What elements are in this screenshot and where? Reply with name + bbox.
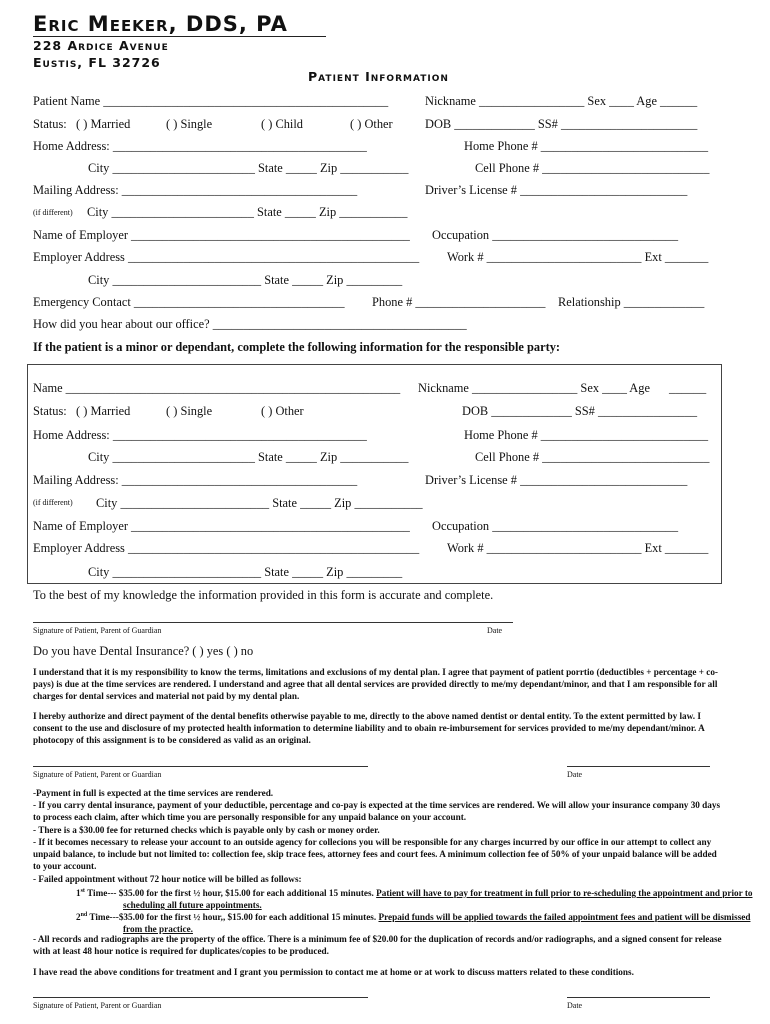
home-phone-field[interactable]: Home Phone # ___________________________ [464, 139, 709, 153]
status-label: Status: [33, 117, 67, 131]
policy-payment-in-full: -Payment in full is expected at the time services are rendered. [33, 788, 274, 798]
benefits-authorization-paragraph: I hereby authorize and direct payment of the dental benefits otherwise payable to me, directly to the above named dentist or dental entity. To the extent permitted by law. I consent to the use and disclosure of my protected health information to determine liability and to obain re-imbursement for services provided to me/my dependant/minor. A photocopy of this assignment is to be considered as valid as an original. [33, 711, 705, 746]
insurance-signature-label: Signature of Patient, Parent or Guardian [33, 770, 162, 779]
section-title: Patient Information [308, 69, 449, 84]
final-signature-label: Signature of Patient, Parent or Guardian [33, 1001, 162, 1010]
first-time-text: Time--- $35.00 for the first ½ hour, $15.00 for each additional 15 minutes. [84, 888, 377, 899]
patient-nickname-sex-age-field[interactable]: Nickname _________________ Sex ____ Age ______ [425, 94, 698, 108]
rp-status-married-checkbox[interactable]: ( ) Married [76, 404, 131, 418]
first-time-number: 1 [76, 888, 81, 899]
attest-signature-line[interactable] [33, 622, 513, 623]
policy-second-time [76, 909, 763, 935]
mailing-address-field[interactable]: Mailing Address: ______________________________________ [33, 183, 358, 197]
second-time-text: Time---$35.00 for the first ½ hour,, $15.00 for each additional 15 minutes. [87, 912, 379, 923]
cell-phone-field[interactable]: Cell Phone # ___________________________ [475, 161, 710, 175]
rp-dob-ssn-field[interactable]: DOB _____________ SS# ________________ [462, 404, 698, 418]
policy-insurance-copay: - If you carry dental insurance, payment of your deductible, percentage and co-pay is expected at the time services are rendered. We will allow your insurance company 30 days to process each claim, after which time you are personally responsible for any unpaid balance on your account. [33, 800, 721, 823]
second-time-underlined: Prepaid funds will be applied towards the failed appointment fees and patient will be dismissed from the practice. [123, 912, 751, 935]
accuracy-statement: To the best of my knowledge the information provided in this form is accurate and complete. [33, 588, 494, 602]
dob-ssn-field[interactable]: DOB _____________ SS# ______________________ [425, 117, 698, 131]
conditions-consent: I have read the above conditions for treatment and I grant you permission to contact me at home or at work to discuss matters related to these conditions. [33, 967, 634, 977]
insurance-terms-paragraph: I understand that it is my responsibility to know the terms, limitations and exclusions of my dental plan. I agree that payment of patient porrtio (deductibles + percentage + co-pays) is due at the time services are rendered. I understand and agree that all dental services are provided directly to me/my dependant/minor, and that I am responsible for all charges for dental services and material not paid by my dental plan. [33, 667, 718, 702]
if-different-note: (if different) [33, 208, 73, 217]
mailing-city-field[interactable]: City _______________________ State _____ Zip ___________ [87, 205, 408, 219]
insurance-date-label: Date [567, 770, 583, 779]
rp-drivers-license-field[interactable]: Driver’s License # ___________________________ [425, 473, 688, 487]
address-line-2: Eustis, FL 32726 [33, 55, 161, 70]
employer-city-field[interactable]: City ________________________ State _____ Zip _________ [88, 273, 403, 287]
dental-insurance-question[interactable]: Do you have Dental Insurance? ( ) yes ( ) no [33, 644, 254, 658]
minor-note: If the patient is a minor or dependant, complete the following information for the responsible party: [33, 340, 561, 354]
drivers-license-field[interactable]: Driver’s License # ___________________________ [425, 183, 688, 197]
attest-signature-label: Signature of Patient, Parent of Guardian [33, 626, 162, 635]
attest-date-label: Date [487, 626, 503, 635]
status-other-checkbox[interactable]: ( ) Other [350, 117, 393, 131]
policy-records: - All records and radiographs are the property of the office. There is a minimum fee of $20.00 for the duplication of records and/or radiographs, and a signed consent for release with at least 48 hour notice is required for duplicates/copies to be produced. [33, 934, 722, 957]
rp-status-other-checkbox[interactable]: ( ) Other [261, 404, 304, 418]
work-phone-field[interactable]: Work # _________________________ Ext _______ [447, 250, 709, 264]
first-time-underlined: Patient will have to pay for treatment in full prior to re-scheduling the appointment and prior to scheduling all future appointments. [123, 888, 753, 911]
occupation-field[interactable]: Occupation ______________________________ [432, 228, 679, 242]
policy-failed-appointment: - Failed appointment without 72 hour notice will be billed as follows: [33, 874, 302, 884]
emergency-contact-field[interactable]: Emergency Contact __________________________________ [33, 295, 345, 309]
status-single-checkbox[interactable]: ( ) Single [166, 117, 213, 131]
address-line-1: 228 Ardice Avenue [33, 38, 169, 53]
second-time-number: 2 [76, 912, 81, 923]
practice-title: Eric Meeker, DDS, PA [33, 12, 326, 37]
relationship-field[interactable]: Relationship _____________ [558, 295, 705, 309]
rp-nickname-sex-age-field[interactable]: Nickname _________________ Sex ____ Age [418, 381, 650, 395]
rp-home-phone-field[interactable]: Home Phone # ___________________________ [464, 428, 709, 442]
policy-returned-checks: - There is a $30.00 fee for returned checks which is payable only by cash or money order. [33, 825, 380, 835]
status-married-checkbox[interactable]: ( ) Married [76, 117, 131, 131]
insurance-signature-line[interactable] [33, 766, 368, 767]
rp-mailing-address-field[interactable]: Mailing Address: ______________________________________ [33, 473, 358, 487]
rp-status-label: Status: [33, 404, 67, 418]
employer-address-field[interactable]: Employer Address _______________________________________________ [33, 250, 420, 264]
rp-employer-address-field[interactable]: Employer Address _______________________________________________ [33, 541, 420, 555]
final-date-label: Date [567, 1001, 583, 1010]
home-address-field[interactable]: Home Address: _________________________________________ [33, 139, 367, 153]
rp-work-phone-field[interactable]: Work # _________________________ Ext _______ [447, 541, 709, 555]
rp-name-field[interactable]: Name ______________________________________________________ [33, 381, 401, 395]
rp-cell-phone-field[interactable]: Cell Phone # ___________________________ [475, 450, 710, 464]
city-state-zip-field[interactable]: City _______________________ State _____ Zip ___________ [88, 161, 409, 175]
referral-field[interactable]: How did you hear about our office? _________________________________________ [33, 317, 467, 331]
rp-city-state-zip-field[interactable]: City _______________________ State _____ Zip ___________ [88, 450, 409, 464]
rp-mailing-city-field[interactable]: City ________________________ State _____ Zip ___________ [96, 496, 423, 510]
first-time-suffix: st [80, 888, 85, 894]
rp-employer-name-field[interactable]: Name of Employer _____________________________________________ [33, 519, 410, 533]
final-signature-line[interactable] [33, 997, 368, 998]
rp-occupation-field[interactable]: Occupation ______________________________ [432, 519, 679, 533]
status-child-checkbox[interactable]: ( ) Child [261, 117, 303, 131]
policy-collections: - If it becomes necessary to release your account to an outside agency for collecions you will be responsible for any charges incurred by our office in our attempt to collect any unpaid balance, to include but not limited to: collection fee, skip trace fees, attorney fees and court fees. A minimum collection fee of 50% of your unpaid balance will be added to your account. [33, 837, 717, 872]
employer-name-field[interactable]: Name of Employer _____________________________________________ [33, 228, 410, 242]
final-date-line[interactable] [567, 997, 710, 998]
rp-if-different-note: (if different) [33, 498, 73, 507]
rp-status-single-checkbox[interactable]: ( ) Single [166, 404, 213, 418]
policy-first-time [76, 885, 763, 911]
emergency-phone-field[interactable]: Phone # _____________________ [372, 295, 546, 309]
patient-name-field[interactable]: Patient Name ______________________________________________ [33, 94, 389, 108]
rp-home-address-field[interactable]: Home Address: _________________________________________ [33, 428, 367, 442]
rp-age-line[interactable]: ______ [669, 381, 707, 395]
rp-employer-city-field[interactable]: City ________________________ State _____ Zip _________ [88, 565, 403, 579]
second-time-suffix: nd [80, 912, 88, 918]
insurance-date-line[interactable] [567, 766, 710, 767]
